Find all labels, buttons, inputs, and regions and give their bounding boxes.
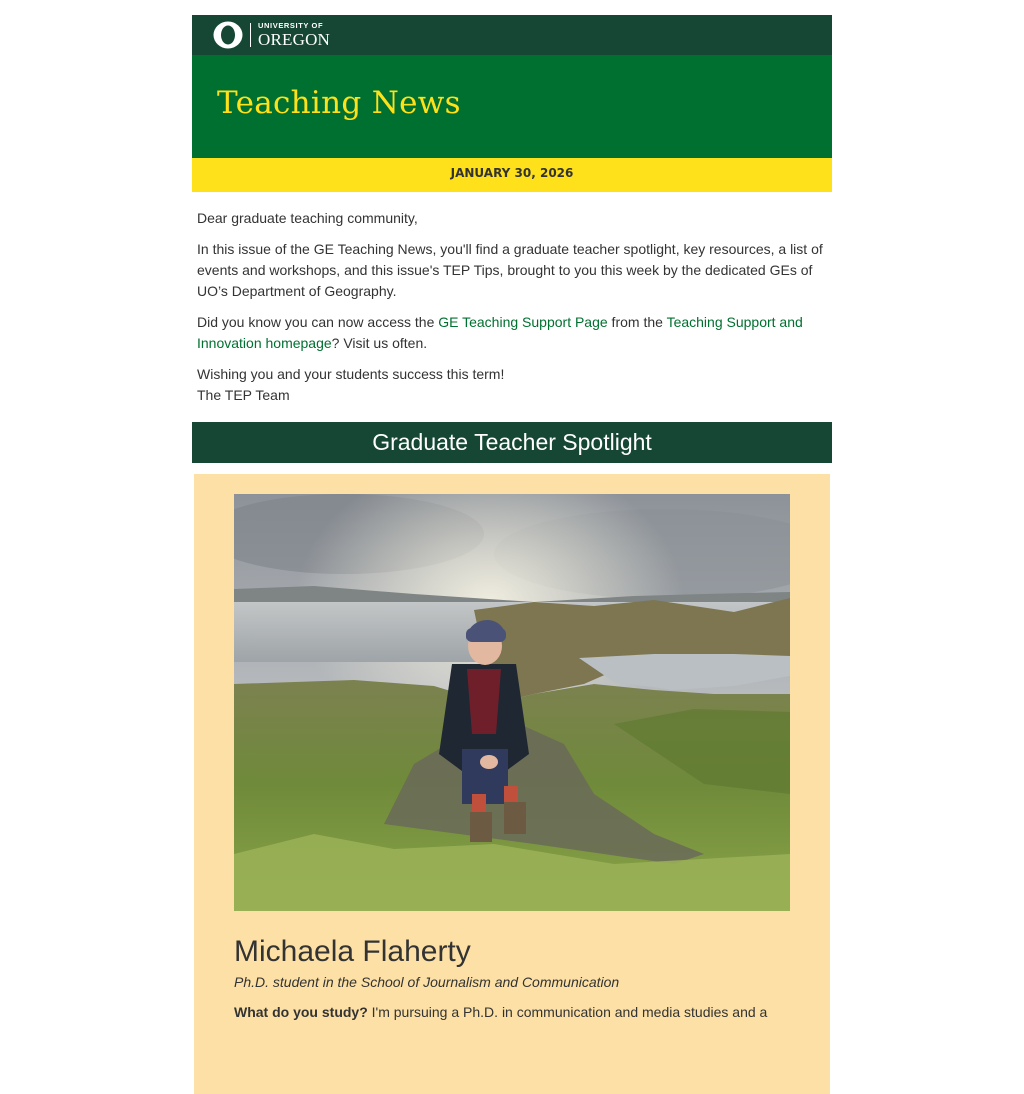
top-bar — [192, 15, 832, 55]
logo-small-text: UNIVERSITY OF — [258, 21, 324, 31]
logo-wordmark — [258, 22, 330, 48]
intro-paragraph: In this issue of the GE Teaching News, you'll find a graduate teacher spotlight, key resources, a list of events and workshops, and this issue's TEP Tips, brought to you this week by the dedicated GEs of UO’s Department of Geography. — [197, 241, 823, 299]
intro-section — [192, 192, 832, 406]
oregon-o-icon — [212, 20, 244, 50]
spotlight-heading: Graduate Teacher Spotlight — [192, 422, 832, 463]
answer-text: I'm pursuing a Ph.D. in communication and media studies and a — [367, 1004, 768, 1020]
newsletter-title: Teaching News — [217, 85, 461, 121]
newsletter — [192, 15, 832, 1094]
resources-text-2: from the — [607, 314, 667, 330]
logo-divider — [250, 23, 251, 47]
spotlight-role: Ph.D. student in the School of Journalism and Communication — [234, 974, 620, 990]
greeting: Dear graduate teaching community, — [197, 210, 418, 226]
hero-banner — [192, 55, 832, 158]
spotlight-photo — [234, 494, 790, 911]
question-label: What do you study? — [234, 1004, 368, 1020]
issue-date: JANUARY 30, 2026 — [192, 158, 832, 192]
university-logo[interactable] — [212, 20, 330, 50]
spotlight-qa — [234, 1002, 790, 1023]
resources-paragraph — [197, 312, 827, 354]
signature: The TEP Team — [197, 387, 290, 403]
resources-text-3: ? Visit us often. — [331, 335, 428, 351]
closing-line: Wishing you and your students success this term! — [197, 366, 505, 382]
ge-teaching-support-link[interactable]: GE Teaching Support Page — [438, 314, 608, 330]
teaching-support-homepage-link[interactable]: Teaching Support and Innovation homepage — [197, 314, 803, 351]
resources-text-1: Did you know you can now access the — [197, 314, 439, 330]
logo-big-text: OREGON — [258, 29, 331, 49]
spotlight-card — [194, 474, 830, 1094]
spotlight-name: Michaela Flaherty — [234, 935, 471, 968]
closing-paragraph — [197, 364, 827, 406]
